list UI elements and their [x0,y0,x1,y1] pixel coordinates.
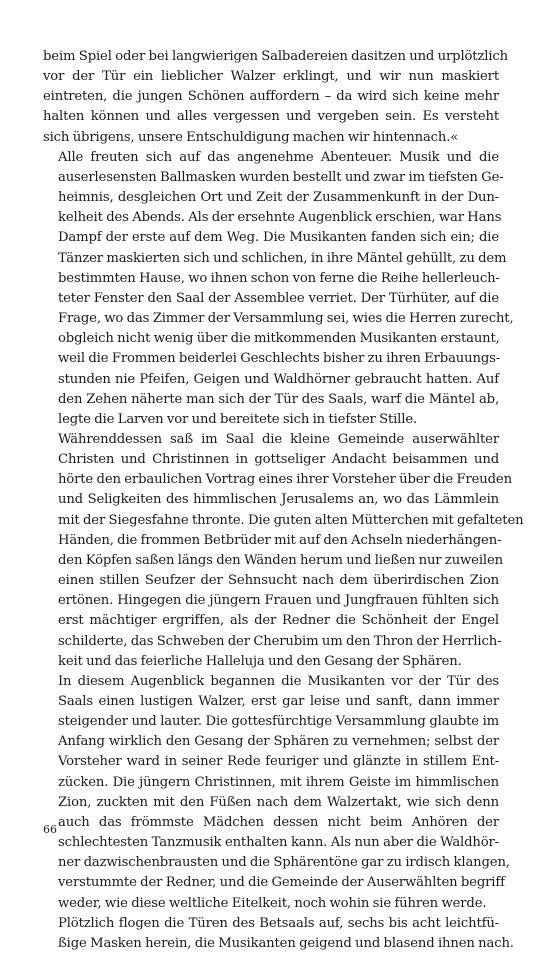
text-line: ertönen. Hingegen die jüngern Frauen und Jungfrauen fühlten sich [58,593,499,609]
text-line: auch das frömmste Mädchen dessen nicht beim Anhören der [58,814,499,830]
text-line: hörte den erbaulichen Vortrag eines ihrer Vorsteher über die Freuden [58,472,512,488]
text-line: beim Spiel oder bei langwierigen Salbadereien dasitzen und urplötzlich [43,49,508,64]
text-line: Vorsteher ward in seiner Rede feuriger und glänzte in stillem Ent- [58,754,499,770]
text-line: Händen, die frommen Betbrüder mit auf den Achseln niederhängen- [58,532,502,548]
text-line: heimnis, desgleichen Ort und Zeit der Zusammenkunft in der Dun- [58,190,499,206]
text-line: den Zehen näherte man sich der Tür des Saals, warf die Mäntel ab, [58,391,499,407]
text-line: keit und das feierliche Halleluja und den Gesang der Sphären. [58,653,462,669]
text-line: stunden nie Pfeifen, Geigen und Waldhörner gebraucht hatten. Auf [58,371,499,387]
text-line: sich übrigens, unsere Entschuldigung machen wir hintennach.« [43,129,459,145]
text-line: Währenddessen saß im Saal die kleine Gemeinde auserwählter [58,431,499,447]
text-line: Christen und Christinnen in gottseliger Andacht beisammen und [58,452,499,468]
text-line: Tänzer maskierten sich und schlichen, in ihre Mäntel gehüllt, zu dem [58,250,507,266]
text-line: Dampf der erste auf dem Weg. Die Musikanten fanden sich ein; die [58,230,499,246]
text-line: obgleich nicht wenig über die mitkommenden Musikanten erstaunt, [58,331,500,347]
text-line: Saals einen lustigen Walzer, erst gar leise und sanft, dann immer [58,694,499,709]
text-line: halten können und alles vergessen und vergeben sein. Es versteht [43,109,499,125]
book-page [43,47,524,951]
page-number: 66 [43,823,57,836]
text-line: Plötzlich flogen die Türen des Betsaals auf, sechs bis acht leichtfü- [58,915,499,931]
text-line: ßige Masken herein, die Musikanten geigend und blasend ihnen nach. [58,935,514,951]
text-line: verstummte der Redner, und die Gemeinde der Auserwählten begriff [58,875,505,891]
text-line: Anfang wirklich den Gesang der Sphären zu vernehmen; selbst der [58,734,499,750]
text-line: und Seligkeiten des himmlischen Jerusalems an, wo das Lämmlein [58,492,499,508]
text-line: weil die Frommen beiderlei Geschlechts bisher zu ihren Erbauungs- [58,351,501,367]
text-line: Frage, wo das Zimmer der Versammlung sei, wies die Herren zurecht, [58,311,514,327]
text-line: weder, wie diese weltliche Eitelkeit, noch wohin sie führen werde. [58,895,487,911]
text-line: legte die Larven vor und bereitete sich in tiefster Stille. [58,411,418,427]
paragraph-4 [43,672,510,914]
text-line: kelheit des Abends. Als der ersehnte Augenblick erschien, war Hans [58,210,502,226]
paragraph-1 [43,47,508,148]
text-line: vor der Tür ein lieblicher Walzer erklingt, und wir nun maskiert [43,69,499,85]
text-line: In diesem Augenblick begannen die Musikanten vor der Tür des [58,673,499,689]
text-line: schilderte, das Schweben der Cherubim um den Thron der Herrlich- [58,633,502,649]
body-text [43,47,524,954]
text-line: steigender und lauter. Die gottesfürchtige Versammlung glaubte im [58,714,499,730]
text-line: den Köpfen saßen längs den Wänden herum und ließen nur zuweilen [58,552,503,568]
text-line: schlechtesten Tanzmusik enthalten kann. Als nun aber die Waldhör- [58,835,499,851]
text-line: bestimmten Hause, wo ihnen schon von ferne die Reihe hellerleuch- [58,270,500,286]
text-line: auserlesensten Ballmasken wurden bestellt und zwar im tiefsten Ge- [58,169,504,185]
text-line: Zion, zuckten mit den Füßen nach dem Walzertakt, wie sich denn [58,794,499,810]
text-line: zücken. Die jüngern Christinnen, mit ihrem Geiste im himmlischen [58,774,499,790]
text-line: erst mächtiger ergriffen, als der Redner die Schönheit der Engel [58,613,499,629]
paragraph-5 [43,914,514,954]
paragraph-2 [43,148,514,430]
paragraph-3 [43,430,524,672]
text-line: teter Fenster den Saal der Assemblee verriet. Der Türhüter, auf die [58,290,499,306]
text-line: eintreten, die jungen Schönen auffordern – da wird sich keine mehr [43,89,499,105]
text-line: mit der Siegesfahne thronte. Die guten alten Mütterchen mit gefalteten [58,512,524,528]
text-line: einen stillen Seufzer der Sehnsucht nach dem überirdischen Zion [58,573,499,589]
text-line: ner dazwischenbrausten und die Sphärentöne gar zu irdisch klangen, [58,855,510,871]
text-line: Alle freuten sich auf das angenehme Abenteuer. Musik und die [58,149,499,165]
